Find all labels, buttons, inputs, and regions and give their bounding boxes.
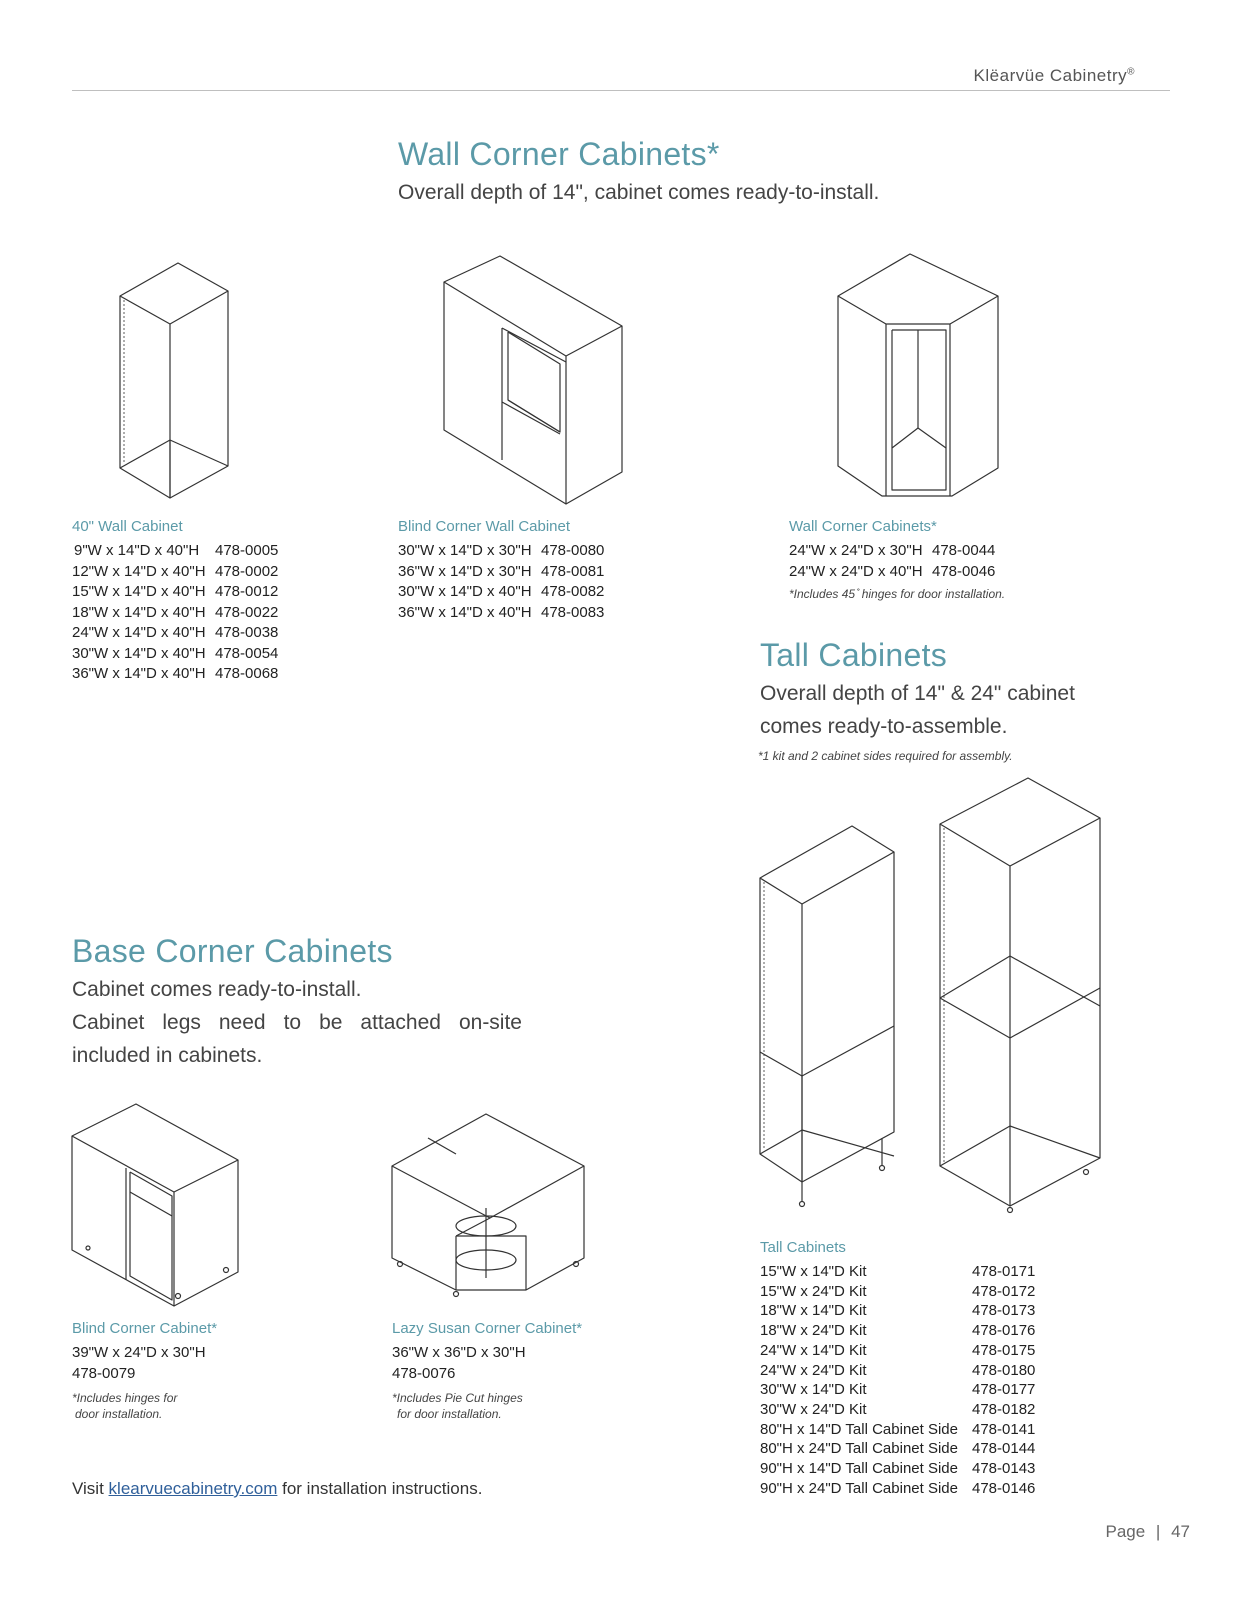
sku: 478-0038 bbox=[215, 624, 279, 641]
blind-corner-base-group bbox=[72, 1320, 217, 1422]
table-row bbox=[760, 1400, 1035, 1420]
base-corner-line1: Cabinet comes ready-to-install. bbox=[72, 978, 362, 1001]
wall-corner-caption: Wall Corner Cabinets* bbox=[789, 518, 937, 535]
table-row bbox=[72, 623, 278, 644]
blind-corner-base-caption: Blind Corner Cabinet* bbox=[72, 1320, 218, 1337]
table-row bbox=[72, 541, 278, 562]
sku: 478-0141 bbox=[972, 1420, 1036, 1438]
note-line1: *Includes hinges for bbox=[72, 1391, 178, 1405]
table-row bbox=[72, 644, 278, 665]
visit-text: Visit bbox=[72, 1479, 104, 1498]
base-corner-line2: Cabinet legs need to be attached on-site bbox=[72, 1011, 522, 1034]
lazy-susan-group bbox=[392, 1320, 582, 1422]
dimension: 39"W x 24"D x 30"H bbox=[72, 1344, 206, 1361]
tall-title: Tall Cabinets bbox=[760, 637, 948, 673]
note-line2: for door installation. bbox=[397, 1407, 502, 1421]
brand-text: Klëarvüe Cabinetry bbox=[973, 66, 1128, 85]
table-row bbox=[760, 1380, 1035, 1400]
table-row bbox=[760, 1301, 1035, 1321]
wall-corner-group bbox=[789, 518, 1005, 602]
sku: 478-0144 bbox=[972, 1440, 1036, 1458]
dimension: 36"W x 14"D x 40"H bbox=[398, 603, 532, 621]
sku: 478-0177 bbox=[972, 1381, 1036, 1399]
visit-line bbox=[72, 1479, 482, 1499]
table-row bbox=[398, 541, 604, 562]
dimension: 36"W x 14"D x 30"H bbox=[398, 562, 532, 580]
tall-group bbox=[760, 1239, 1035, 1498]
table-row bbox=[760, 1321, 1035, 1341]
sku: 478-0080 bbox=[541, 542, 605, 559]
dimension: 30"W x 14"D x 40"H bbox=[72, 644, 206, 662]
table-row bbox=[760, 1439, 1035, 1459]
tall-caption: Tall Cabinets bbox=[760, 1239, 846, 1256]
sku: 478-0079 bbox=[72, 1364, 136, 1382]
base-corner-description bbox=[72, 973, 522, 1072]
sku: 478-0146 bbox=[972, 1479, 1036, 1497]
table-row bbox=[398, 582, 604, 603]
dimension: 24"W x 24"D x 40"H bbox=[789, 562, 923, 580]
dimension: 36"W x 36"D x 30"H bbox=[392, 1344, 526, 1361]
dimension: 18"W x 24"D Kit bbox=[760, 1322, 867, 1340]
sku: 478-0175 bbox=[972, 1341, 1036, 1359]
sku: 478-0176 bbox=[972, 1322, 1036, 1340]
wall-cabinet-40-table bbox=[72, 541, 278, 685]
sku: 478-0182 bbox=[972, 1400, 1036, 1418]
lazy-susan-caption: Lazy Susan Corner Cabinet* bbox=[392, 1320, 583, 1337]
wall-corner-note: *Includes 45 ̊ hinges for door installation. bbox=[789, 587, 1006, 601]
sku: 478-0002 bbox=[215, 562, 279, 580]
dimension: 18"W x 14"D x 40"H bbox=[72, 603, 206, 621]
dimension: 18"W x 14"D Kit bbox=[760, 1302, 867, 1320]
note-line1: *Includes Pie Cut hinges bbox=[392, 1391, 523, 1405]
wall-cabinet-40-group bbox=[72, 518, 278, 685]
blind-corner-wall-illustration bbox=[438, 252, 638, 520]
dimension: 9"W x 14"D x 40"H bbox=[74, 542, 200, 559]
blind-corner-base-note bbox=[72, 1390, 217, 1422]
website-link[interactable]: klearvuecabinetry.com bbox=[108, 1479, 278, 1498]
table-row bbox=[72, 664, 278, 685]
lazy-susan-note bbox=[392, 1390, 582, 1422]
sku: 478-0083 bbox=[541, 603, 605, 621]
wall-corner-title: Wall Corner Cabinets* bbox=[398, 136, 720, 172]
table-row bbox=[760, 1282, 1035, 1302]
dimension: 80"H x 14"D Tall Cabinet Side bbox=[760, 1420, 958, 1438]
wall-corner-cabinet-illustration bbox=[832, 250, 1007, 510]
tall-cabinet-14-illustration bbox=[756, 822, 901, 1218]
dimension: 15"W x 24"D Kit bbox=[760, 1282, 867, 1300]
blind-corner-wall-caption: Blind Corner Wall Cabinet bbox=[398, 518, 571, 535]
table-row bbox=[72, 562, 278, 583]
sku: 478-0046 bbox=[932, 562, 996, 580]
lazy-susan-illustration bbox=[386, 1108, 591, 1298]
tall-subtitle-line2: comes ready-to-assemble. bbox=[760, 715, 1008, 738]
sku: 478-0005 bbox=[215, 542, 279, 559]
brand-name bbox=[974, 66, 1135, 86]
dimension: 36"W x 14"D x 40"H bbox=[72, 665, 206, 682]
table-row bbox=[398, 603, 604, 624]
wall-cabinet-40-illustration bbox=[112, 258, 242, 508]
header-divider bbox=[72, 90, 1170, 91]
sku: 478-0012 bbox=[215, 583, 279, 600]
dimension: 12"W x 14"D x 40"H bbox=[72, 562, 206, 580]
dimension: 30"W x 14"D x 40"H bbox=[398, 583, 532, 600]
page-label: Page bbox=[1105, 1522, 1146, 1541]
tall-note: *1 kit and 2 cabinet sides required for assembly. bbox=[758, 749, 1013, 763]
base-corner-title: Base Corner Cabinets bbox=[72, 933, 393, 969]
table-row bbox=[760, 1262, 1035, 1282]
table-row bbox=[789, 562, 1005, 583]
dimension: 80"H x 24"D Tall Cabinet Side bbox=[760, 1440, 958, 1458]
base-corner-line3: included in cabinets. bbox=[72, 1044, 263, 1067]
dimension: 30"W x 14"D Kit bbox=[760, 1381, 867, 1399]
dimension: 15"W x 14"D Kit bbox=[760, 1263, 867, 1280]
table-row bbox=[760, 1361, 1035, 1381]
tall-cabinet-24-illustration bbox=[936, 774, 1106, 1218]
blind-corner-wall-table bbox=[398, 541, 604, 623]
table-row bbox=[760, 1341, 1035, 1361]
table-row bbox=[760, 1459, 1035, 1479]
dimension: 30"W x 24"D Kit bbox=[760, 1400, 867, 1418]
visit-rest-text: for installation instructions. bbox=[282, 1479, 483, 1498]
table-row bbox=[760, 1420, 1035, 1440]
dimension: 24"W x 24"D x 30"H bbox=[789, 542, 923, 559]
sku: 478-0180 bbox=[972, 1361, 1036, 1379]
sku: 478-0076 bbox=[392, 1364, 456, 1382]
dimension: 15"W x 14"D x 40"H bbox=[72, 583, 206, 600]
note-line2: door installation. bbox=[75, 1407, 163, 1421]
dimension: 24"W x 14"D x 40"H bbox=[72, 624, 206, 641]
sku: 478-0044 bbox=[932, 542, 996, 559]
table-row bbox=[72, 582, 278, 603]
sku: 478-0082 bbox=[541, 583, 605, 600]
registered-mark: ® bbox=[1127, 66, 1135, 78]
sku: 478-0143 bbox=[972, 1460, 1036, 1478]
table-row bbox=[398, 562, 604, 583]
sku: 478-0022 bbox=[215, 603, 279, 621]
blind-corner-wall-group bbox=[398, 518, 604, 623]
sku: 478-0068 bbox=[215, 665, 279, 682]
tall-subtitle bbox=[760, 677, 1075, 743]
sku: 478-0081 bbox=[541, 562, 605, 580]
sku: 478-0172 bbox=[972, 1282, 1036, 1300]
dimension: 90"H x 14"D Tall Cabinet Side bbox=[760, 1460, 958, 1478]
tall-table bbox=[760, 1262, 1035, 1498]
page-number bbox=[1105, 1522, 1190, 1542]
blind-corner-base-illustration bbox=[68, 1100, 243, 1300]
page-separator: | bbox=[1155, 1522, 1161, 1541]
table-row bbox=[789, 541, 1005, 562]
dimension: 90"H x 24"D Tall Cabinet Side bbox=[760, 1479, 958, 1497]
wall-corner-subtitle: Overall depth of 14", cabinet comes ready-to-install. bbox=[398, 181, 880, 204]
blind-corner-base-spec bbox=[72, 1343, 217, 1384]
wall-corner-table bbox=[789, 541, 1005, 582]
wall-cabinet-40-caption: 40" Wall Cabinet bbox=[72, 518, 183, 535]
lazy-susan-spec bbox=[392, 1343, 582, 1384]
dimension: 24"W x 24"D Kit bbox=[760, 1361, 867, 1379]
sku: 478-0171 bbox=[972, 1263, 1036, 1280]
dimension: 30"W x 14"D x 30"H bbox=[398, 542, 532, 559]
table-row bbox=[760, 1479, 1035, 1499]
page-number-value: 47 bbox=[1171, 1522, 1190, 1541]
sku: 478-0173 bbox=[972, 1302, 1036, 1320]
tall-subtitle-line1: Overall depth of 14" & 24" cabinet bbox=[760, 682, 1075, 705]
table-row bbox=[72, 603, 278, 624]
dimension: 24"W x 14"D Kit bbox=[760, 1341, 867, 1359]
sku: 478-0054 bbox=[215, 644, 279, 662]
